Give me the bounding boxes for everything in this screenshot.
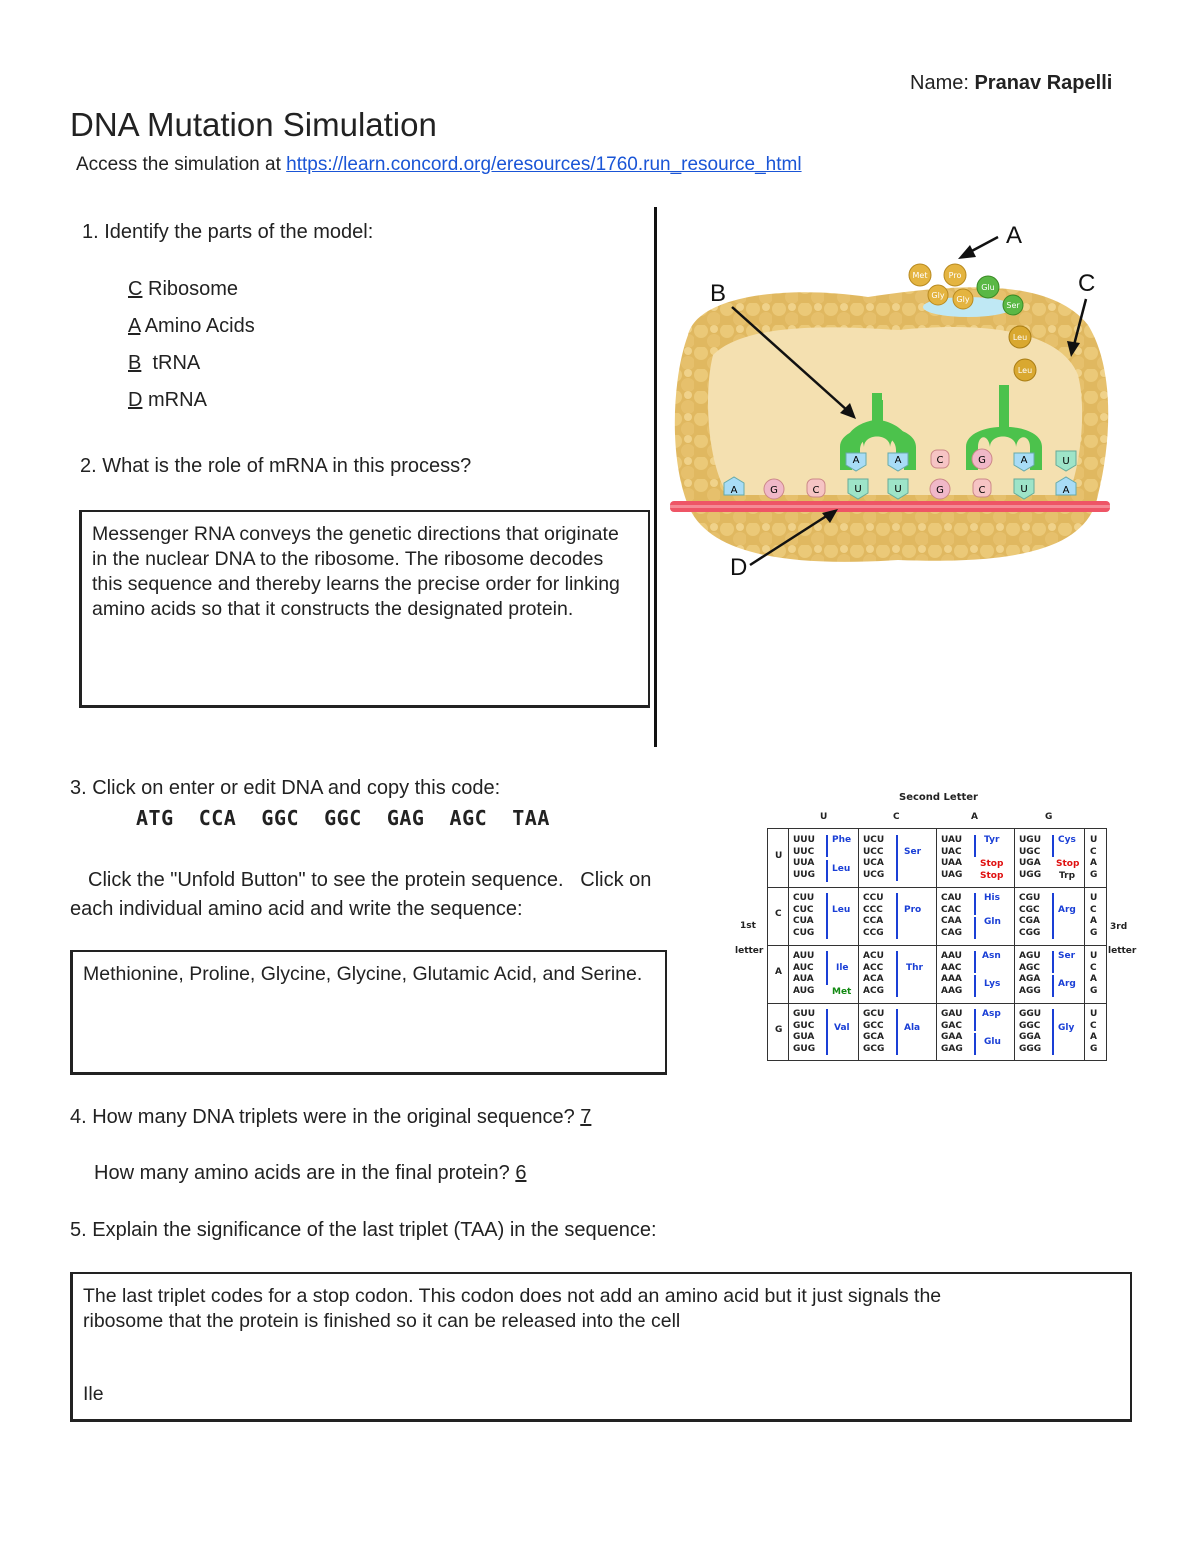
aa-met: Met [832,987,852,997]
q5-answer-line-2: ribosome that the protein is finished so it can be released into the cell [83,1310,681,1332]
second-letter-g: G [1045,812,1053,822]
part-letter: C [128,278,143,300]
second-letter-c: C [893,812,900,822]
part-label: Ribosome [148,278,239,300]
part-answer-amino-acids [128,315,255,338]
aa-glu: Glu [984,1037,1001,1047]
codon-cell: CCU CCC CCA CCG [863,893,884,938]
part-letter: A [128,315,141,337]
q1-prompt: 1. Identify the parts of the model: [82,221,374,243]
q3-answer-box[interactable] [70,950,667,1075]
q2-prompt: 2. What is the role of mRNA in this process? [80,455,472,477]
codon-cell: UGU UGC UGA UGG [1019,835,1042,880]
aa-asn: Asn [982,951,1001,961]
codon-cell: ACU ACC ACA ACG [863,951,884,996]
svg-text:A: A [730,485,738,496]
q5-prompt: 5. Explain the significance of the last triplet (TAA) in the sequence: [70,1219,657,1241]
access-prefix: Access the simulation at [76,154,281,175]
mrna-base [973,479,991,497]
third-letters-row-c: U C A G [1090,893,1098,938]
label-a: A [1006,222,1023,249]
codon-table-title: Second Letter [899,792,978,803]
q4-answer-b[interactable]: 6 [515,1162,527,1184]
first-letter-label-2: letter [735,946,764,956]
aa-gln: Gln [984,917,1001,927]
q2-answer-box[interactable] [79,510,650,708]
amino-acid [1009,326,1031,348]
svg-text:A: A [1062,485,1070,496]
aa-arg-1: Arg [1058,905,1076,915]
codon-cell: CUU CUC CUA CUG [793,893,815,938]
svg-text:G: G [770,485,778,496]
aa-ile: Ile [836,963,849,973]
trna-left-stem [873,400,883,428]
first-letter-g: G [775,1025,783,1035]
svg-text:A: A [894,455,902,466]
aa-arg-2: Arg [1058,979,1076,989]
aa-leu-1: Leu [832,864,851,874]
svg-text:Ser: Ser [1006,301,1020,310]
second-letter-a: A [971,812,978,822]
q4-prompt-a: 4. How many DNA triplets were in the original sequence? [70,1106,575,1128]
q4-prompt-b: How many amino acids are in the final protein? [94,1162,510,1184]
aa-ser-2: Ser [1058,951,1076,961]
first-letter-label-1: 1st [740,921,756,931]
amino-acid [953,289,973,309]
codon-cell: AAU AAC AAA AAG [941,951,963,996]
q5-answer-line-1: The last triplet codes for a stop codon. This codon does not add an amino acid but it just signals the [83,1285,942,1307]
svg-text:Leu: Leu [1012,333,1028,342]
codon-grid [767,828,1107,1061]
part-letter: D [128,389,143,411]
student-name: Pranav Rapelli [974,72,1113,94]
label-d: D [730,554,748,580]
aa-stop-1: Stop [980,859,1004,869]
amino-acid [944,264,966,286]
part-answer-mrna [128,389,207,412]
aa-cys: Cys [1058,835,1076,845]
amino-acid [909,264,931,286]
svg-text:A: A [852,455,860,466]
name-line [910,72,1112,95]
mrna-base [807,479,825,497]
svg-text:Met: Met [912,271,928,280]
aa-thr: Thr [906,963,923,973]
mrna-base [764,479,784,499]
aa-tyr: Tyr [984,835,1000,845]
translation-diagram [668,215,1118,580]
svg-text:U: U [894,484,902,495]
part-answer-ribosome [128,278,238,301]
mrna-bases [724,477,1076,499]
unfold-line-1: Click the "Unfold Button" to see the protein sequence. Click on [88,869,652,891]
q4-answer-a[interactable]: 7 [580,1106,592,1128]
aa-stop-3: Stop [1056,859,1080,869]
q2-answer-text: Messenger RNA conveys the genetic directions that originate in the nuclear DNA to the ribosome. The ribosome decodes this sequence and thereby learns the precise order for linking amino acids so that it constructs the designated protein. [92,523,620,620]
aa-gly: Gly [1058,1023,1075,1033]
svg-text:C: C [812,485,820,496]
codon-cell: AGU AGC AGA AGG [1019,951,1041,996]
q5-answer-box[interactable] [70,1272,1132,1422]
svg-text:Gly: Gly [956,295,970,304]
q3-prompt: 3. Click on enter or edit DNA and copy this code: [70,777,501,799]
q5-answer-line-3: Ile [83,1383,104,1405]
aa-ala: Ala [904,1023,921,1033]
first-letter-c: C [775,909,782,919]
codon-cell: GGU GGC GGA GGG [1019,1009,1042,1054]
name-label: Name: [910,72,969,94]
mrna-base [930,479,950,499]
aa-leu-2: Leu [832,905,851,915]
svg-text:U: U [1062,456,1070,467]
third-letters-row-g: U C A G [1090,1009,1098,1054]
amino-acid [1003,295,1023,315]
codon-cell: UAU UAC UAA UAG [941,835,963,880]
svg-text:G: G [936,485,944,496]
aa-pro: Pro [904,905,922,915]
aa-asp: Asp [982,1009,1001,1019]
svg-text:U: U [854,484,862,495]
third-letters-row-u: U C A G [1090,835,1098,880]
amino-acid [1014,359,1036,381]
part-answer-trna [128,352,200,375]
aa-ser-1: Ser [904,847,922,857]
codon-cell: CGU CGC CGA CGG [1019,893,1041,938]
svg-text:Glu: Glu [981,283,995,292]
svg-text:Gly: Gly [931,291,945,300]
column-divider [654,207,657,747]
svg-text:A: A [1020,455,1028,466]
svg-text:U: U [1020,484,1028,495]
svg-text:Pro: Pro [948,271,962,280]
simulation-link[interactable]: https://learn.concord.org/eresources/1760.run_resource_html [286,154,802,175]
third-letter-label-2: letter [1108,946,1137,956]
aa-his: His [984,893,1000,903]
access-line [76,154,802,176]
svg-text:C: C [978,485,986,496]
part-letter: B [128,352,142,374]
trna-right-stem [999,385,1009,427]
unfold-instructions [70,866,710,924]
trna-base [931,450,949,468]
q4-line-2 [94,1162,526,1185]
amino-acid [928,285,948,305]
codon-cell: UUU UUC UUA UUG [793,835,816,880]
codon-cell: UCU UCC UCA UCG [863,835,885,880]
label-b: B [710,280,727,307]
first-letter-u: U [775,851,783,861]
amino-acid [977,276,999,298]
part-label: mRNA [148,389,207,411]
svg-text:G: G [978,455,986,466]
third-letters-row-a: U C A G [1090,951,1098,996]
second-letter-u: U [820,812,828,822]
q4-line-1 [70,1106,591,1129]
codon-table [735,788,1145,1073]
part-label: Amino Acids [144,315,255,337]
part-label: tRNA [146,352,201,374]
page-title: DNA Mutation Simulation [70,106,437,143]
aa-phe: Phe [832,835,852,845]
svg-text:C: C [936,455,944,466]
aa-stop-2: Stop [980,871,1004,881]
unfold-line-2: each individual amino acid and write the sequence: [70,898,523,920]
codon-cell: GUU GUC GUA GUG [793,1009,816,1054]
label-c: C [1078,270,1096,297]
svg-text:Leu: Leu [1017,366,1033,375]
dna-code: ATG CCA GGC GGC GAG AGC TAA [136,806,550,830]
first-letter-a: A [775,967,782,977]
codon-cell: GCU GCC GCA GCG [863,1009,885,1054]
aa-trp: Trp [1059,871,1076,881]
q3-answer-text: Methionine, Proline, Glycine, Glycine, Glutamic Acid, and Serine. [83,963,643,985]
trna-base [972,449,992,469]
aa-val: Val [834,1023,850,1033]
third-letter-label-1: 3rd [1110,922,1128,932]
codon-cell: AUU AUC AUA AUG [793,951,815,996]
codon-cell: CAU CAC CAA CAG [941,893,962,938]
aa-lys: Lys [984,979,1001,989]
codon-cell: GAU GAC GAA GAG [941,1009,963,1054]
